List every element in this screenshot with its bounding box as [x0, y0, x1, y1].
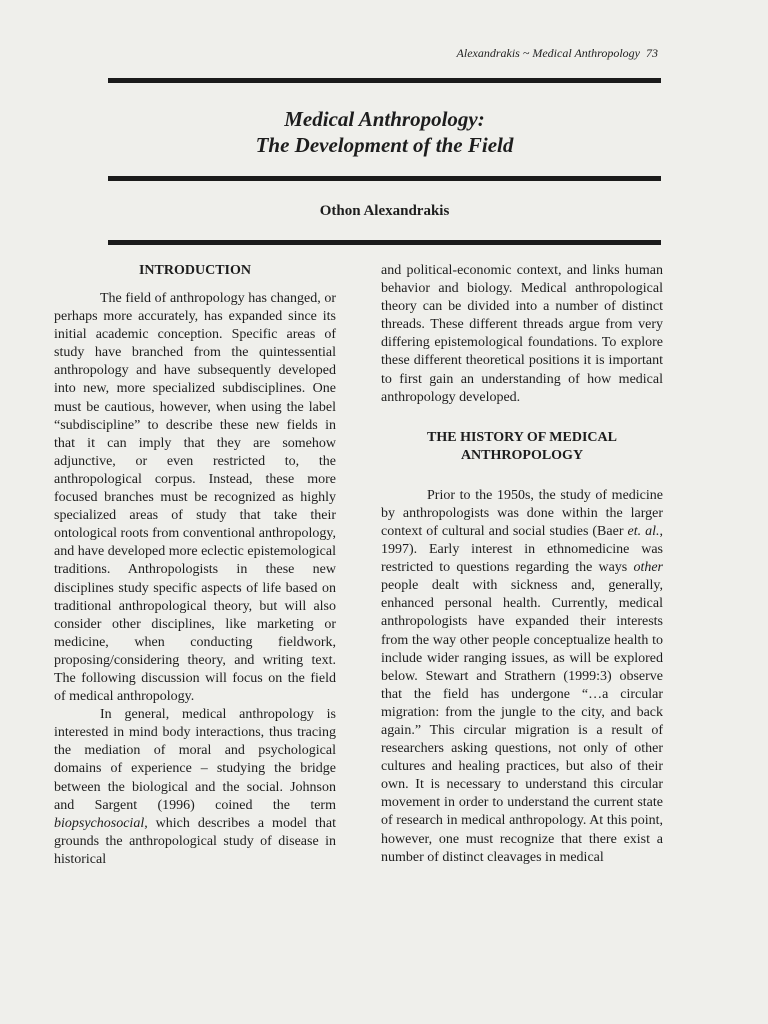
running-head — [457, 46, 658, 61]
paragraph-intro-1: The field of anthropology has changed, or perhaps more accurately, has expanded since its initial academic conception. Specific areas of study have branched from the quintessential anthropology and have subsequently developed into new, more specialized subdisciplines. One must be cautious, however, when using the label “subdiscipline” to describe these new fields in that it can imply that they are somehow adjunctive, or even restricted to, the anthropological corpus. Instead, these more focused branches must be recognized as highly specialized areas of study that take their ontological roots from conventional anthropology, and have developed more eclectic epistemological traditions. Anthropologists in these new disciplines study specific aspects of life based on traditional anthropological theory, but will also consider other disciplines, like marketing or medicine, when conducting fieldwork, proposing/considering theory, and writing text. The following discussion will focus on the field of medical anthropology. — [54, 291, 336, 705]
page-number: 73 — [646, 46, 658, 60]
author-rule — [108, 240, 661, 245]
paragraph-history-1-part-b: , 1997). Early interest in ethnomedicine was restricted to questions regarding the ways — [381, 523, 663, 576]
section-heading-introduction: INTRODUCTION — [138, 263, 251, 278]
term-biopsychosocial: biopsychosocial — [54, 815, 145, 831]
paragraph-history-1 — [381, 487, 663, 867]
paragraph-history-1-part-c: people dealt with sickness and, generally, enhanced personal health. Currently, medical anthropologists have expanded their interests from the way other people conceptualize health to include wider ranging issues, as will be explored below. Stewart and Strathern (1999:3) observe that the field has undergone “…a circular migration: from the jungle to the city, and back again.” This circular migration is a result of researchers asking questions, not only of other cultures and healing practices, but also of their own. It is necessary to understand this circular movement in order to understand the current state of research in medical anthropology. At this point, however, one must recognize that there exist a number of distinct cleavages in medical — [381, 578, 663, 865]
right-column — [381, 262, 663, 867]
title-rule — [108, 176, 661, 181]
running-head-text: Alexandrakis ~ Medical Anthropology — [456, 46, 640, 60]
section-heading-history-line-2: ANTHROPOLOGY — [460, 447, 584, 463]
title-line-1: Medical Anthropology: — [284, 107, 485, 131]
author-name: Othon Alexandrakis — [319, 203, 450, 219]
paragraph-continued: and political-economic context, and links human behavior and biology. Medical anthropological theory can be divided into a number of distinct threads. These different threads argue from very differing epistemological foundations. To explore these different theoretical positions it is important to first gain an understanding of how medical anthropology developed. — [381, 263, 663, 405]
paragraph-intro-2-part-b: , which describes a model that grounds the anthropological study of disease in historical — [54, 815, 336, 867]
paragraph-history-1-part-a: Prior to the 1950s, the study of medicine by anthropologists was done within the larger context of cultural and social studies (Baer — [381, 487, 663, 539]
article-title — [108, 106, 661, 158]
paragraph-intro-2-part-a: In general, medical anthropology is interested in mind body interactions, thus tracing the mediation of moral and psychological domains of experience – studying the bridge between the biological and the social. Johnson and Sargent (1996) coined the term — [54, 707, 336, 813]
paragraph-intro-2 — [54, 706, 336, 869]
top-rule — [108, 78, 661, 83]
section-heading-history-line-1: THE HISTORY OF MEDICAL — [427, 429, 617, 445]
title-line-2: The Development of the Field — [255, 133, 514, 157]
section-heading-history — [381, 429, 663, 465]
left-column — [54, 262, 336, 869]
emphasis-other: other — [633, 560, 663, 576]
citation-et-al: et. al. — [627, 523, 660, 539]
